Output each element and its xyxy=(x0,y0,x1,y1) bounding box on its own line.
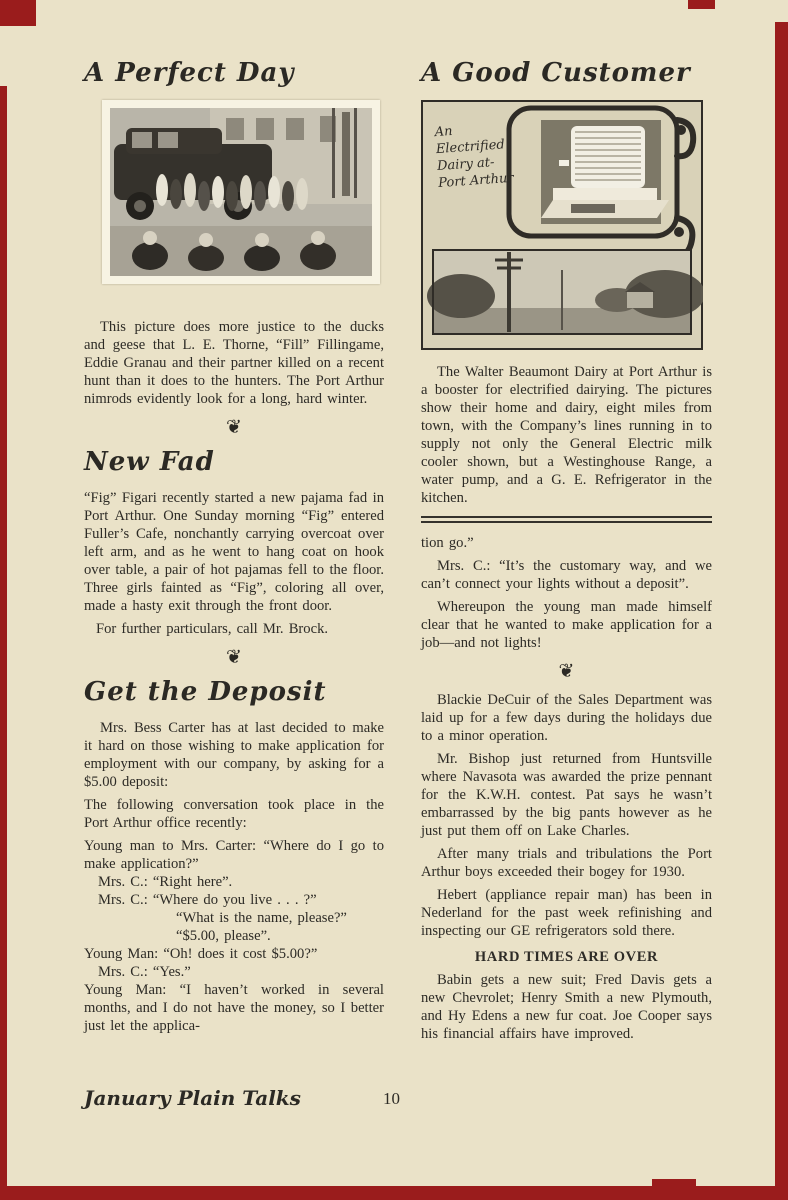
photo-caption-line: An xyxy=(434,123,454,141)
dialog-line: Mrs. C.: “Right here”. xyxy=(98,874,233,890)
get-deposit-paragraph-2: The following conversation took place in the Port Arthur office recently: xyxy=(84,797,384,831)
continued-paragraph: Whereupon the young man made himself clear that he wanted to make application for a job—and not lights! xyxy=(421,599,712,651)
hard-times-body: Babin gets a new suit; Fred Davis gets a new Chevrolet; Henry Smith a new Plymouth, and Hy Edens a new fur coat. Joe Cooper says his financial affairs have improved. xyxy=(421,972,712,1042)
fleuron-ornament: ❦ xyxy=(226,417,242,438)
dairy-photo xyxy=(421,100,703,350)
dairy-photo-image xyxy=(421,100,703,350)
get-deposit-paragraph-1: Mrs. Bess Carter has at last decided to make it hard on those wishing to make application for employment with our company, by asking for a $5.00 deposit: xyxy=(84,720,384,790)
good-customer-body: The Walter Beaumont Dairy at Port Arthur is a booster for electrified dairying. The pictures show their home and dairy, eight miles from town, with the Company’s lines running in to supply not only the General Electric milk cooler shown, but a Westinghouse Range, a water pump, and a G. E. Refrigerator in the kitchen. xyxy=(421,364,712,506)
dialog-line: Mrs. C.: “Where do you live . . . ?” xyxy=(98,892,317,908)
dialog-line: “What is the name, please?” xyxy=(176,910,347,926)
hunting-party-photo xyxy=(102,100,380,284)
red-edge-bottom-notch xyxy=(652,1179,696,1200)
photo-caption-line: Electrified xyxy=(435,137,506,158)
fleuron-ornament: ❦ xyxy=(558,661,575,682)
perfect-day-body: This picture does more justice to the ducks and geese that L. E. Thorne, “Fill” Fillingame, Eddie Granau and their partner killed on a recent hunt than it does to the hunters. The Port Arthur nimrods evidently look for a long, hard winter. xyxy=(84,319,384,407)
red-edge-left xyxy=(0,86,7,1200)
dialog-line: Young man to Mrs. Carter: “Where do I go to make application?” xyxy=(84,838,384,872)
photo-caption-line: Port Arthur xyxy=(437,170,515,192)
footer-publication-title: January Plain Talks xyxy=(84,1086,301,1110)
continued-line: tion go.” xyxy=(421,535,474,551)
red-edge-top-right xyxy=(688,0,715,9)
subheading-hard-times: HARD TIMES ARE OVER xyxy=(474,949,659,965)
section-title-get-the-deposit: Get the Deposit xyxy=(84,677,327,707)
photo-caption-line: Dairy at- xyxy=(436,155,495,175)
dialog-line: Mrs. C.: “Yes.” xyxy=(98,964,191,980)
red-edge-right xyxy=(775,22,788,1200)
fleuron-ornament: ❦ xyxy=(226,647,242,668)
news-paragraph: Mr. Bishop just returned from Huntsville where Navasota was awarded the prize pennant for the K.W.H. contest. Pat says he wasn’t embarrassed by the big pants however as he just put them off on Lake Charles. xyxy=(421,751,712,839)
new-fad-paragraph-2: For further particulars, call Mr. Brock. xyxy=(96,621,329,637)
section-title-new-fad: New Fad xyxy=(84,447,215,477)
double-rule xyxy=(421,516,712,523)
section-title-perfect-day: A Perfect Day xyxy=(84,58,295,88)
new-fad-paragraph-1: “Fig” Figari recently started a new pajama fad in Port Arthur. One Sunday morning “Fig” entered Fuller’s Cafe, nonchantly carrying overcoat over left arm, and as he went to hang coat on hook over table, a pair of hot pajamas fell to the floor. Three girls fainted as “Fig”, coloring all over, made a hasty exit through the front door. xyxy=(84,490,384,614)
dialog-line: Young Man: “I haven’t worked in several months, and I do not have the money, so I better just let the applica- xyxy=(84,982,384,1034)
continued-paragraph: Mrs. C.: “It’s the customary way, and we can’t connect your lights without a deposit”. xyxy=(421,558,712,592)
right-column xyxy=(421,58,712,1048)
dialog-line: Young Man: “Oh! does it cost $5.00?” xyxy=(84,946,318,962)
section-title-good-customer: A Good Customer xyxy=(421,58,691,88)
news-paragraph: Blackie DeCuir of the Sales Department was laid up for a few days during the holidays due to a minor operation. xyxy=(421,692,712,744)
footer-page-number: 10 xyxy=(383,1089,400,1108)
hunting-party-photo-image xyxy=(110,108,372,276)
dialog-line: “$5.00, please”. xyxy=(176,928,271,944)
red-edge-top-left xyxy=(0,0,36,26)
news-paragraph: Hebert (appliance repair man) has been in Nederland for the past week refinishing and inspecting our GE refrigerators sold there. xyxy=(421,887,712,939)
left-column xyxy=(84,58,384,1035)
news-paragraph: After many trials and tribulations the Port Arthur boys exceeded their bogey for 1930. xyxy=(421,846,712,880)
